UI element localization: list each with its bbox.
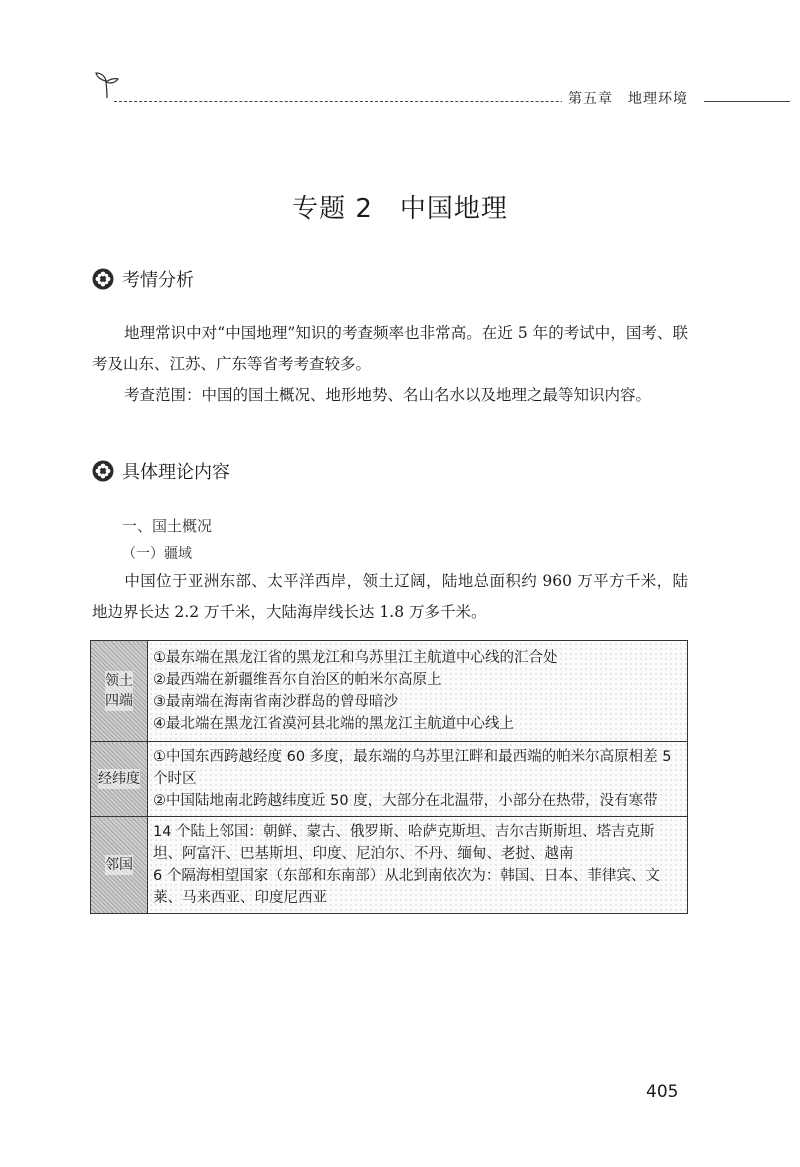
chapter-title: 第五章 地理环境 xyxy=(562,88,694,108)
subheading-borders: （一）疆域 xyxy=(122,546,192,562)
row-label: 邻国 xyxy=(91,817,148,914)
table-row xyxy=(91,742,688,817)
section-heading-analysis xyxy=(92,266,194,292)
sprout-icon xyxy=(94,70,120,100)
territory-paragraph: 中国位于亚洲东部、太平洋西岸，领土辽阔，陆地总面积约 960 万平方千米，陆地边界长达 2.2 万千米，大陆海岸线长达 1.8 万多千米。 xyxy=(92,572,688,621)
territory-table xyxy=(90,640,688,914)
flower-badge-icon xyxy=(92,268,114,290)
row-line: ①中国东西跨越经度 60 多度，最东端的乌苏里江畔和最西端的帕米尔高原相差 5 个时区 xyxy=(153,749,672,787)
analysis-paragraph-2: 考查范围：中国的国土概况、地形地势、名山名水以及地理之最等知识内容。 xyxy=(124,386,652,404)
table-row xyxy=(91,817,688,914)
section-heading-theory xyxy=(92,458,230,484)
row-content xyxy=(148,641,688,742)
row-content xyxy=(148,742,688,817)
page-number: 405 xyxy=(646,1082,679,1102)
row-line: 14 个陆上邻国：朝鲜、蒙古、俄罗斯、哈萨克斯坦、吉尔吉斯斯坦、塔吉克斯坦、阿富汗、巴基斯坦、印度、尼泊尔、不丹、缅甸、老挝、越南 xyxy=(153,824,655,862)
row-line: ②最西端在新疆维吾尔自治区的帕米尔高原上 xyxy=(153,672,442,688)
analysis-paragraph-1: 地理常识中对“中国地理”知识的考查频率也非常高。在近 5 年的考试中，国考、联考及山东、江苏、广东等省考考查较多。 xyxy=(92,324,688,373)
row-line: ②中国陆地南北跨越纬度近 50 度，大部分在北温带，小部分在热带，没有寒带 xyxy=(153,793,658,809)
section-heading-text: 具体理论内容 xyxy=(122,462,230,483)
topic-title: 专题 2 中国地理 xyxy=(292,194,508,224)
row-line: ①最东端在黑龙江省的黑龙江和乌苏里江主航道中心线的汇合处 xyxy=(153,650,558,666)
row-content xyxy=(148,817,688,914)
subheading-territory: 一、国土概况 xyxy=(122,517,213,535)
header-rule-right xyxy=(704,101,790,102)
row-label: 经纬度 xyxy=(91,742,148,817)
section-heading-text: 考情分析 xyxy=(122,270,194,291)
row-label: 领土四端 xyxy=(91,641,148,742)
running-header xyxy=(92,70,712,110)
table-row xyxy=(91,641,688,742)
flower-badge-icon xyxy=(92,460,114,482)
row-line: ③最南端在海南省南沙群岛的曾母暗沙 xyxy=(153,694,398,710)
row-line: 6 个隔海相望国家（东部和东南部）从北到南依次为：韩国、日本、菲律宾、文莱、马来西亚、印度尼西亚 xyxy=(153,868,660,906)
row-line: ④最北端在黑龙江省漠河县北端的黑龙江主航道中心线上 xyxy=(153,716,514,732)
